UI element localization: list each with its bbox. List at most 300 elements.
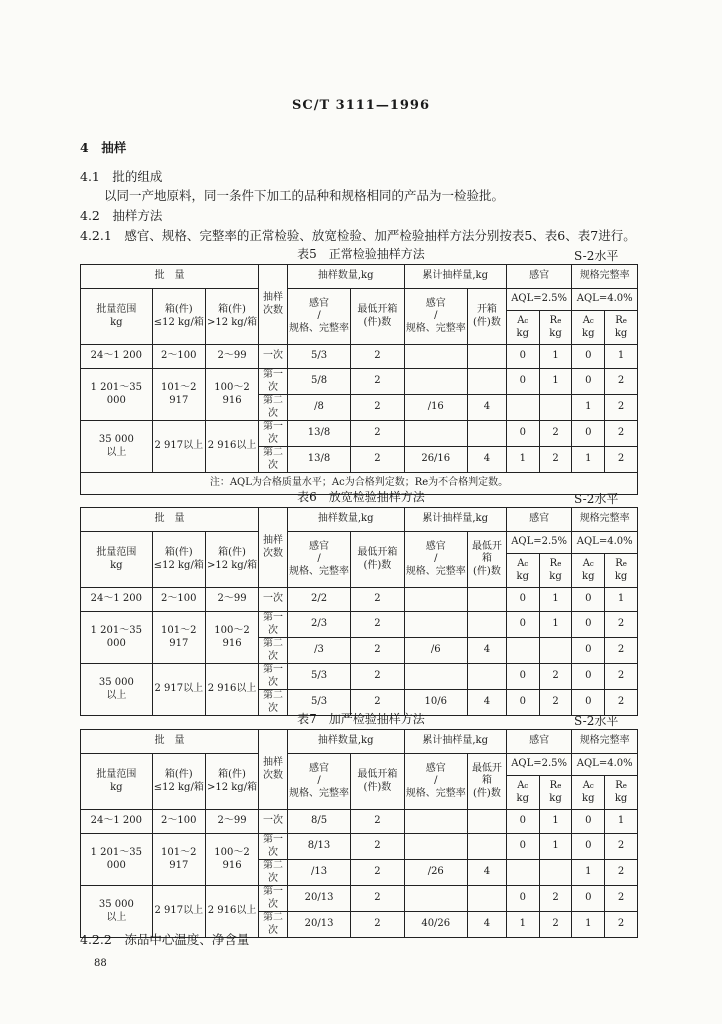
cum-header: 累计抽样量,kg [422, 735, 489, 747]
cell-text: 100～2 916 [214, 625, 250, 649]
cell-text: kg [549, 327, 562, 339]
cell-text: 20/13 [304, 892, 334, 904]
cell-text: A [582, 780, 590, 791]
cell-text: 35 000 [98, 899, 134, 910]
subsection-title: 批的组成 [112, 169, 163, 184]
cell-text: 2/2 [310, 593, 328, 605]
re-sensory-cell [539, 395, 572, 421]
box1-header-cell [152, 532, 205, 588]
cell-text: 0 [585, 427, 592, 439]
cell-text: 第二次 [262, 447, 283, 471]
sample-cell [287, 860, 350, 886]
cell-text: 一次 [262, 593, 283, 605]
cell-text: 箱(件) [164, 304, 193, 315]
cell-text: 2 [617, 453, 625, 465]
cell-text: >12 kg/箱 [206, 559, 258, 571]
cell-text: 0 [585, 644, 592, 656]
sample-header: 抽样数量,kg [317, 735, 374, 747]
sample-header-cell [287, 508, 404, 532]
min-open-cell [351, 810, 404, 834]
cell-text: 箱(件) [164, 769, 193, 780]
cell-text: 1 [552, 618, 559, 630]
cell-text: 2 [617, 427, 625, 439]
times-cell [259, 395, 288, 421]
min-open-header-cell [351, 532, 404, 588]
cell-text: e [557, 560, 562, 568]
ac-sensory-cell [506, 810, 539, 834]
range-header-cell [81, 754, 153, 810]
cell-text: 4 [483, 918, 491, 930]
ac-spec-cell [572, 638, 605, 664]
cell-text: / [434, 775, 438, 787]
times-cell [259, 886, 288, 912]
cell-text: /3 [314, 644, 324, 656]
cell-text: 2～99 [217, 593, 247, 605]
times-header: 抽样次数 [262, 292, 283, 316]
cell-text: 0 [519, 427, 526, 439]
sample-cell [287, 810, 350, 834]
cell-text: kg [516, 570, 529, 582]
re-spec-cell [605, 395, 638, 421]
cell-text: c [524, 317, 529, 325]
sample-cell [287, 447, 350, 473]
min-open-cell [351, 421, 404, 447]
ac-sensory-cell [506, 834, 539, 860]
cum-open-cell [467, 447, 506, 473]
ac-sensory-cell [506, 612, 539, 638]
cell-text: 0 [519, 618, 526, 630]
cell-text: A [517, 558, 525, 569]
box1-cell [152, 612, 205, 664]
cell-text: A [517, 315, 525, 326]
sample-cell [287, 912, 350, 938]
cell-text: 2 [552, 918, 559, 930]
box1-header-cell [152, 289, 205, 345]
min-open-cell [351, 912, 404, 938]
box2-cell [205, 612, 258, 664]
cell-text: 2 [617, 892, 625, 904]
ac-header-cell [572, 776, 605, 810]
cell-text: R [549, 558, 558, 569]
cell-text: 1 [519, 918, 526, 930]
table-header-row [81, 289, 638, 311]
subsection-4-1-text: 以同一产地原料，同一条件下加工的品种和规格相同的产品为一检验批。 [104, 188, 505, 203]
ac-header-cell [506, 311, 539, 345]
cell-text: 0 [585, 696, 592, 708]
cell-text: 最低开箱 [357, 304, 398, 315]
min-open-cell [351, 395, 404, 421]
cell-text: 第二次 [262, 395, 283, 419]
ac-spec-cell [572, 421, 605, 447]
cell-text: kg [110, 559, 123, 571]
cum-cell [404, 860, 467, 886]
cell-text: 第一次 [262, 421, 283, 445]
cell-text: 第一次 [262, 369, 283, 393]
cell-text: 2 [552, 427, 559, 439]
cell-text: kg [549, 792, 562, 804]
cell-text: 第二次 [262, 690, 283, 714]
cell-text: 0 [585, 670, 592, 682]
sample-cell [287, 638, 350, 664]
cell-text: ≤12 kg/箱 [153, 781, 204, 793]
cell-text: 第一次 [262, 834, 283, 858]
times-cell [259, 612, 288, 638]
ac-sensory-cell [506, 421, 539, 447]
cell-text: 箱(件) [218, 769, 246, 780]
cell-text: 感官 [309, 297, 330, 309]
box1-header-cell [152, 754, 205, 810]
cell-text: 感官 [425, 762, 446, 774]
ac-sensory-cell [506, 395, 539, 421]
table-5-caption: 表5 正常检验抽样方法 [297, 247, 425, 261]
cell-text: 0 [519, 840, 526, 852]
table-header-row [81, 730, 638, 754]
cell-text: 13/8 [307, 453, 331, 465]
ac-spec-cell [572, 664, 605, 690]
re-header-cell [539, 554, 572, 588]
cell-text: 101～2 917 [161, 625, 197, 649]
cell-text: (件)数 [473, 565, 501, 577]
table-header-row [81, 754, 638, 776]
table-6-caption: 表6 放宽检验抽样方法 [297, 490, 425, 504]
aql-sensory-cell [506, 532, 572, 554]
cell-text: 5/3 [310, 696, 328, 708]
table-header-row [81, 508, 638, 532]
subsection-number: 4.2 [80, 208, 100, 223]
cum-header: 累计抽样量,kg [422, 513, 489, 525]
aql-spec: AQL=4.0% [576, 758, 633, 770]
cell-text: 2 [617, 401, 625, 413]
cell-text: 规格、完整率 [405, 565, 466, 577]
cell-text: 1 201～35 000 [90, 847, 142, 871]
sensory-header: 感官 [529, 513, 550, 525]
cell-text: 13/8 [307, 427, 331, 439]
cell-text: kg [614, 792, 628, 804]
cell-text: A [582, 315, 590, 326]
cell-text: 2 [617, 670, 625, 682]
cell-text: 0 [519, 892, 526, 904]
cell-text: 0 [585, 840, 592, 852]
sample-header-cell [287, 265, 404, 289]
ac-header-cell [506, 554, 539, 588]
box1-cell [152, 588, 205, 612]
batch-range-cell [81, 834, 153, 886]
cell-text: 2 [374, 840, 381, 852]
box2-header-cell [205, 532, 258, 588]
re-spec-cell [605, 810, 638, 834]
cell-text: 以上 [106, 446, 127, 458]
re-sensory-cell [539, 810, 572, 834]
cell-text: 1 201～35 000 [90, 625, 142, 649]
min-open-cell [351, 834, 404, 860]
re-spec-cell [605, 612, 638, 638]
cell-text: 1 [552, 593, 559, 605]
re-sensory-cell [539, 588, 572, 612]
cell-text: 1 [617, 350, 625, 362]
cell-text: kg [110, 316, 123, 328]
aql-spec-cell [572, 754, 638, 776]
cell-text: (件)数 [363, 781, 392, 793]
re-spec-cell [605, 588, 638, 612]
sample-cell [287, 395, 350, 421]
cell-text: 2～99 [217, 815, 247, 827]
cell-text: 以上 [106, 689, 127, 701]
cell-text: /13 [310, 866, 328, 878]
cell-text: / [317, 775, 321, 787]
batch-range-cell [81, 588, 153, 612]
cell-text: 第一次 [262, 664, 283, 688]
cell-text: 2 [617, 696, 625, 708]
batch-range-cell [81, 421, 153, 473]
min-open-cell [351, 369, 404, 395]
re-sensory-cell [539, 369, 572, 395]
cell-text: 感官 [309, 540, 330, 552]
cell-text: 以上 [106, 911, 127, 923]
paragraph-text: 感官、规格、完整率的正常检验、放宽检验、加严检验抽样方法分别按表5、表6、表7进行。 [124, 228, 636, 243]
box2-cell [205, 588, 258, 612]
min-open-cell [351, 860, 404, 886]
cell-text: 5/3 [310, 670, 328, 682]
cell-text: (件)数 [473, 316, 501, 328]
sample-cell [287, 421, 350, 447]
cell-text: 1 [519, 453, 526, 465]
re-header-cell [605, 311, 638, 345]
range-header-cell [81, 532, 153, 588]
subsection-4-2-2-heading [80, 930, 249, 948]
box2-header-cell [205, 289, 258, 345]
cell-text: 8/13 [307, 840, 331, 852]
cell-text: 2 [374, 427, 381, 439]
cell-text: 0 [519, 375, 526, 387]
cum-open-header-cell [467, 754, 506, 810]
cell-text: 批量范围 [96, 304, 137, 315]
times-cell [259, 421, 288, 447]
spec-header-cell [572, 508, 638, 532]
cell-text: 2 [617, 840, 625, 852]
times-cell [259, 638, 288, 664]
min-open-cell [351, 638, 404, 664]
page-header: SC/T 3111—1996 [291, 98, 431, 113]
min-open-cell [351, 345, 404, 369]
cell-text: 2 917以上 [154, 440, 204, 452]
cell-text: 最低开箱 [471, 540, 502, 565]
cell-text: 0 [585, 593, 592, 605]
batch-range-cell [81, 369, 153, 421]
cum-open-header-cell [467, 289, 506, 345]
aql-spec-cell [572, 289, 638, 311]
times-cell [259, 834, 288, 860]
aql-sensory: AQL=2.5% [511, 293, 568, 305]
box2-cell [205, 421, 258, 473]
cell-text: 最低开箱 [471, 762, 502, 787]
sample-sens-header-cell [287, 754, 350, 810]
cum-cell [404, 345, 467, 369]
cell-text: 2 916以上 [207, 905, 257, 917]
cum-open-cell [467, 860, 506, 886]
cell-text: 2～100 [161, 815, 197, 827]
ac-sensory-cell [506, 588, 539, 612]
re-spec-cell [605, 664, 638, 690]
cell-text: R [549, 315, 558, 326]
ac-header-cell [506, 776, 539, 810]
times-cell [259, 912, 288, 938]
box2-cell [205, 834, 258, 886]
cell-text: 箱(件) [218, 547, 246, 558]
cum-header-cell [404, 730, 506, 754]
ac-sensory-cell [506, 638, 539, 664]
cell-text: 2 [617, 644, 625, 656]
times-cell [259, 860, 288, 886]
box2-cell [205, 810, 258, 834]
min-open-cell [351, 612, 404, 638]
cell-text: 2/3 [310, 618, 328, 630]
ac-spec-cell [572, 369, 605, 395]
cell-text: 1 [552, 815, 559, 827]
cell-text: 4 [483, 696, 491, 708]
cum-cell [404, 912, 467, 938]
cell-text: 1 [585, 866, 592, 878]
batch-header: 批 量 [154, 735, 185, 747]
cell-text: 箱(件) [218, 304, 246, 315]
cell-text: 2 [374, 696, 381, 708]
cum-sens-header-cell [404, 532, 467, 588]
cell-text: 批量范围 [96, 547, 137, 558]
times-header: 抽样次数 [262, 757, 283, 781]
ac-spec-cell [572, 588, 605, 612]
ac-sensory-cell [506, 664, 539, 690]
box2-header-cell [205, 754, 258, 810]
batch-header: 批 量 [154, 270, 185, 282]
cell-text: 2 [552, 670, 559, 682]
aql-spec: AQL=4.0% [576, 536, 633, 548]
box1-cell [152, 369, 205, 421]
re-sensory-cell [539, 886, 572, 912]
cell-text: 8/5 [310, 815, 328, 827]
re-sensory-cell [539, 638, 572, 664]
subsection-4-2-1-text [80, 226, 636, 244]
cell-text: 1 [585, 401, 592, 413]
sample-header: 抽样数量,kg [317, 513, 374, 525]
table-row [81, 834, 638, 860]
cell-text: 第二次 [262, 638, 283, 662]
ac-header-cell [572, 311, 605, 345]
sensory-header: 感官 [529, 735, 550, 747]
times-header-cell [259, 508, 288, 588]
cell-text: 2～99 [217, 350, 247, 362]
cell-text: kg [516, 792, 529, 804]
cell-text: (件)数 [363, 316, 392, 328]
cell-text: 35 000 [98, 434, 134, 445]
cell-text: 感官 [425, 540, 446, 552]
times-cell [259, 810, 288, 834]
box1-cell [152, 664, 205, 716]
re-spec-cell [605, 447, 638, 473]
re-spec-cell [605, 421, 638, 447]
cell-text: 35 000 [98, 677, 134, 688]
table-row [81, 612, 638, 638]
cell-text: 最低开箱 [357, 547, 398, 558]
batch-range-cell [81, 612, 153, 664]
table-row [81, 664, 638, 690]
spec-header-cell [572, 730, 638, 754]
table-row [81, 886, 638, 912]
cell-text: >12 kg/箱 [206, 781, 258, 793]
cell-text: 规格、完整率 [289, 322, 350, 334]
cell-text: 感官 [309, 762, 330, 774]
subsection-4-1-heading [80, 167, 162, 185]
ac-spec-cell [572, 886, 605, 912]
spec-header: 规格完整率 [579, 513, 630, 525]
cell-text: 2 [374, 670, 381, 682]
subsection-number: 4.2.1 [80, 228, 112, 243]
cell-text: 最低开箱 [357, 769, 398, 780]
cell-text: 2 [374, 644, 381, 656]
subsection-title: 抽样方法 [112, 208, 163, 223]
table-row [81, 810, 638, 834]
cell-text: /6 [430, 644, 441, 656]
ac-spec-cell [572, 834, 605, 860]
times-header-cell [259, 730, 288, 810]
subsection-number: 4.2.2 [80, 932, 112, 947]
sample-cell [287, 369, 350, 395]
ac-sensory-cell [506, 860, 539, 886]
cell-text: 0 [585, 618, 592, 630]
section-number: 4 [80, 140, 89, 155]
cell-text: 101～2 917 [161, 382, 197, 406]
min-open-header-cell [351, 754, 404, 810]
cum-open-cell [467, 612, 506, 638]
cum-open-header-cell [467, 532, 506, 588]
cell-text: A [582, 558, 590, 569]
cum-cell [404, 638, 467, 664]
sensory-header-cell [506, 265, 572, 289]
cum-cell [404, 447, 467, 473]
sensory-header-cell [506, 508, 572, 532]
cell-text: kg [582, 792, 595, 804]
ac-spec-cell [572, 860, 605, 886]
cum-open-cell [467, 638, 506, 664]
cell-text: 100～2 916 [214, 382, 250, 406]
aql-sensory: AQL=2.5% [511, 536, 568, 548]
cum-cell [404, 588, 467, 612]
aql-sensory: AQL=2.5% [511, 758, 568, 770]
cell-text: 0 [585, 375, 592, 387]
cell-text: / [317, 310, 321, 322]
spec-header: 规格完整率 [579, 735, 630, 747]
cell-text: A [517, 780, 525, 791]
aql-sensory-cell [506, 289, 572, 311]
cell-text: 箱(件) [164, 547, 193, 558]
subsection-title: 冻品中心温度、净含量 [124, 932, 250, 947]
re-sensory-cell [539, 834, 572, 860]
cell-text: 2 [374, 815, 381, 827]
re-spec-cell [605, 860, 638, 886]
sample-header-cell [287, 730, 404, 754]
ac-spec-cell [572, 612, 605, 638]
cum-cell [404, 395, 467, 421]
cell-text: e [557, 317, 562, 325]
cum-open-cell [467, 369, 506, 395]
cell-text: 2 917以上 [154, 905, 204, 917]
cell-text: 规格、完整率 [289, 787, 350, 799]
cell-text: 24～1 200 [90, 593, 142, 605]
ac-spec-cell [572, 345, 605, 369]
cell-text: 0 [519, 696, 526, 708]
cell-text: 批量范围 [96, 769, 137, 780]
cell-text: 4 [483, 644, 491, 656]
spec-header-cell [572, 265, 638, 289]
cell-text: c [589, 560, 594, 568]
